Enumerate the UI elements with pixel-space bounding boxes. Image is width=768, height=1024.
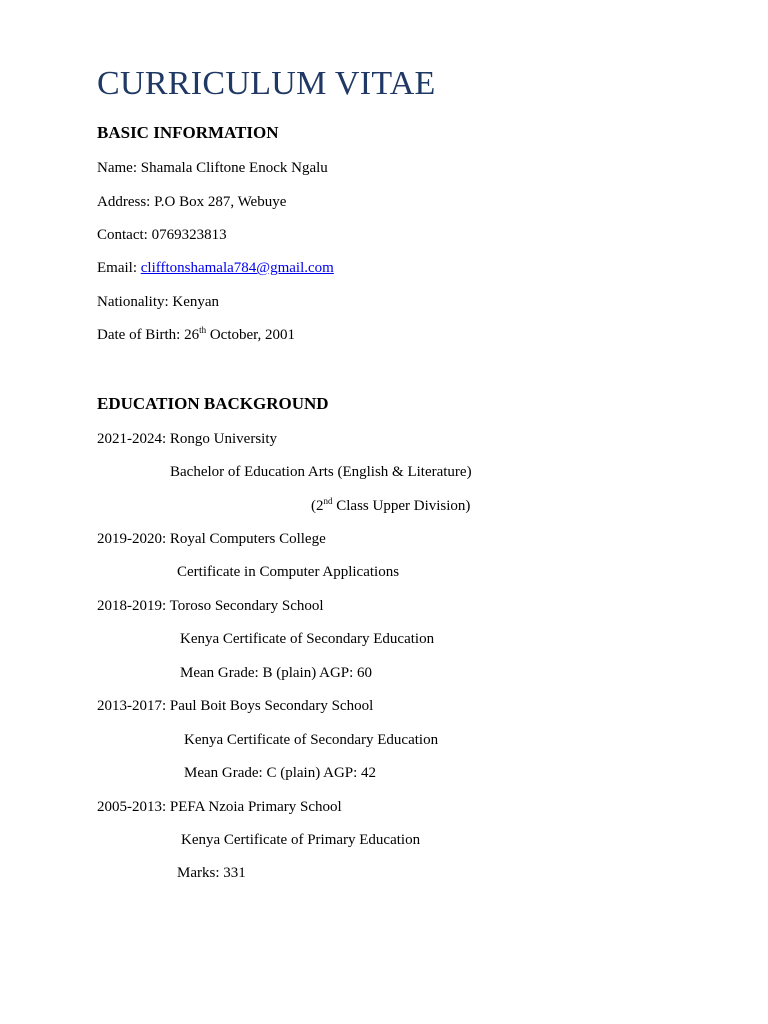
education-detail-certificate: Certificate in Computer Applications <box>177 564 400 580</box>
education-entry-primary: 2005-2013: PEFA Nzoia Primary School <box>97 799 342 815</box>
email-label: Email: <box>97 260 141 276</box>
dob-suffix: th <box>199 325 207 335</box>
dob-label: Date of Birth: <box>97 327 185 343</box>
education-marks: Marks: 331 <box>177 865 246 881</box>
dob-rest: October, 2001 <box>206 327 296 343</box>
education-entry-paul-boit: 2013-2017: Paul Boit Boys Secondary School <box>97 698 374 714</box>
education-grade-toroso: Mean Grade: B (plain) AGP: 60 <box>180 665 373 681</box>
education-detail-degree: Bachelor of Education Arts (English & Literature) <box>170 464 472 480</box>
name-value: Shamala Cliftone Enock Ngalu <box>140 160 328 176</box>
document-title: CURRICULUM VITAE <box>97 65 436 102</box>
contact-value: 0769323813 <box>151 227 227 243</box>
class-suffix: nd <box>323 496 333 506</box>
dob-line <box>97 326 295 344</box>
basic-info-heading: BASIC INFORMATION <box>97 123 279 142</box>
address-label: Address: <box>97 194 155 210</box>
education-entry-university: 2021-2024: Rongo University <box>97 431 277 447</box>
education-detail-kcpe: Kenya Certificate of Primary Education <box>181 832 421 848</box>
address-line <box>97 193 286 211</box>
nationality-line <box>97 293 219 311</box>
education-entry-college: 2019-2020: Royal Computers College <box>97 531 326 547</box>
contact-label: Contact: <box>97 227 152 243</box>
education-detail-kcse-toroso: Kenya Certificate of Secondary Education <box>180 631 435 647</box>
education-detail-kcse-paul-boit: Kenya Certificate of Secondary Education <box>184 732 439 748</box>
email-link[interactable]: clifftonshamala784@gmail.com <box>140 260 334 276</box>
dob-day: 26 <box>184 327 200 343</box>
name-label: Name: <box>97 160 141 176</box>
class-rest: Class Upper Division) <box>332 498 471 514</box>
email-line <box>97 259 334 277</box>
education-detail-class <box>311 497 470 515</box>
nationality-label: Nationality: <box>97 294 173 310</box>
nationality-value: Kenyan <box>172 294 220 310</box>
class-prefix: (2 <box>311 498 324 514</box>
name-line <box>97 159 328 177</box>
education-heading: EDUCATION BACKGROUND <box>97 394 329 413</box>
education-grade-paul-boit: Mean Grade: C (plain) AGP: 42 <box>184 765 377 781</box>
education-entry-toroso: 2018-2019: Toroso Secondary School <box>97 598 324 614</box>
contact-line <box>97 226 227 244</box>
address-value: P.O Box 287, Webuye <box>154 194 287 210</box>
